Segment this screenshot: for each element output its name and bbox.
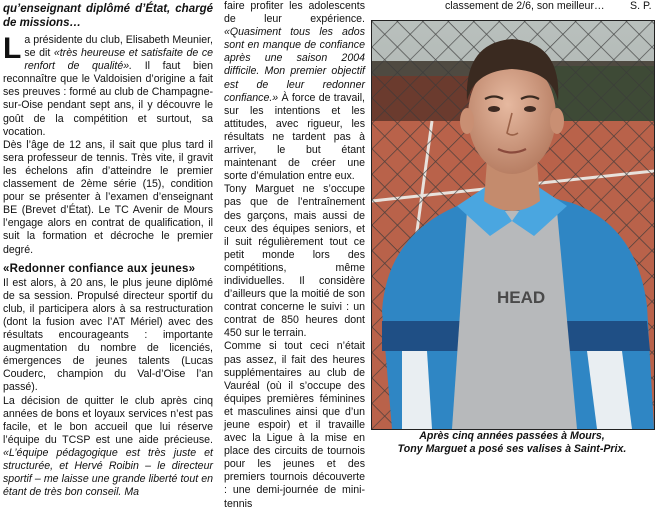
intro-text: qu’enseignant diplômé d’État, chargé de missions…	[3, 3, 213, 29]
p1-text-a: a présidente du club, Elisabeth Meunier, se dit	[24, 34, 213, 60]
drop-cap: L	[3, 32, 22, 65]
paragraph-3: Il est alors, à 20 ans, le plus jeune diplômé de sa session. Propulsé directeur sportif du club, il participera alors à sa restructuration (dont la fusion avec l’AT Mériel) avec des résultats encourageants : importante augmentation du nombre de licenciés, émergences de jeunes talents (Lucas Couderc, champion du Val-d’Oise l’an passé).	[3, 276, 213, 394]
photo-illustration	[372, 21, 654, 429]
col2-p1-quote: «Quasiment tous les ados sont en manque de confiance après une saison 2004 difficile. Mon premier objectif est de leur redonner confiance.»	[224, 26, 365, 104]
author-signature: S. P.	[630, 0, 652, 12]
col2-paragraph-2: Tony Marguet ne s’occupe pas que de l’entraînement des garçons, mais aussi de ceux des équipes seniors, et il suit régulièrement tout ce petit monde lors des compétitions, même individuelles. Il considère d’ailleurs que la moitié de son contrat concerne le suivi : un contrat de 850 heures dont 450 sur le terrain.	[224, 183, 365, 340]
p4-quote: «L’équipe pédagogique est très juste et structurée, et Hervé Roibin – le directeur sportif – me laisse une grande liberté tout en étant de très bon conseil. Ma	[3, 446, 213, 499]
portrait-photo	[371, 20, 655, 430]
article-column-1	[3, 0, 213, 499]
article-column-2	[224, 0, 365, 511]
paragraph-4	[3, 395, 213, 500]
col3-fragment: classement de 2/6, son meilleur…	[445, 0, 605, 12]
col2-paragraph-3: Comme si tout ceci n’était pas assez, il fait des heures supplémentaires au club de Vauréal (où il s’occupe des équipes premières féminines et masculines ainsi que d’un jeune espoir) et il travaille avec la Ligue à la mise en place des circuits de tournois pour les jeunes et des premiers tournois découverte : une demi-journée de mini-tennis	[224, 340, 365, 510]
p4-text-a: La décision de quitter le club après cinq années de bons et loyaux services n’est pas facile, et le bon accueil que lui réserve l’équipe du TCSP est une aide précieuse.	[3, 394, 213, 446]
col2-p1-text-a: faire profiter les adolescents de leur expérience.	[224, 0, 365, 26]
caption-line-1: Après cinq années passées à Mours,	[419, 430, 605, 442]
photo-caption	[371, 430, 653, 455]
section-subheading: «Redonner confiance aux jeunes»	[3, 262, 196, 275]
col2-paragraph-1	[224, 0, 365, 183]
caption-line-2: Tony Marguet a posé ses valises à Saint-Prix.	[397, 442, 627, 455]
jacket-logo: HEAD	[497, 288, 546, 307]
col2-p1-text-c: À force de travail, sur les intentions et les attitudes, avec rigueur, les résultats ne tardent pas à arriver, le but étant maintenant de créer une sorte d’émulation entre eux.	[224, 91, 365, 183]
paragraph-2: Dès l’âge de 12 ans, il sait que plus tard il sera professeur de tennis. Très vite, il gravit les échelons afin d’atteindre le premier classement de 2ème série (15), condition pour se présenter à l’examen d’enseignant BE (Brevet d’État). Le TC Avenir de Mours l’engage alors en contrat de qualification, il suit la formation et décroche le premier degré.	[3, 138, 213, 256]
paragraph-1	[3, 34, 213, 139]
p1-text-c: Il faut bien reconnaître que le Valdoisien d’origine a fait ses preuves : formé au club de Champagne-sur-Oise pendant sept ans, il y découvre le goût de la compétition et surtout, sa vocation.	[3, 60, 214, 138]
p1-quote: «très heureuse et satisfaite de ce renfort de qualité».	[24, 47, 214, 73]
